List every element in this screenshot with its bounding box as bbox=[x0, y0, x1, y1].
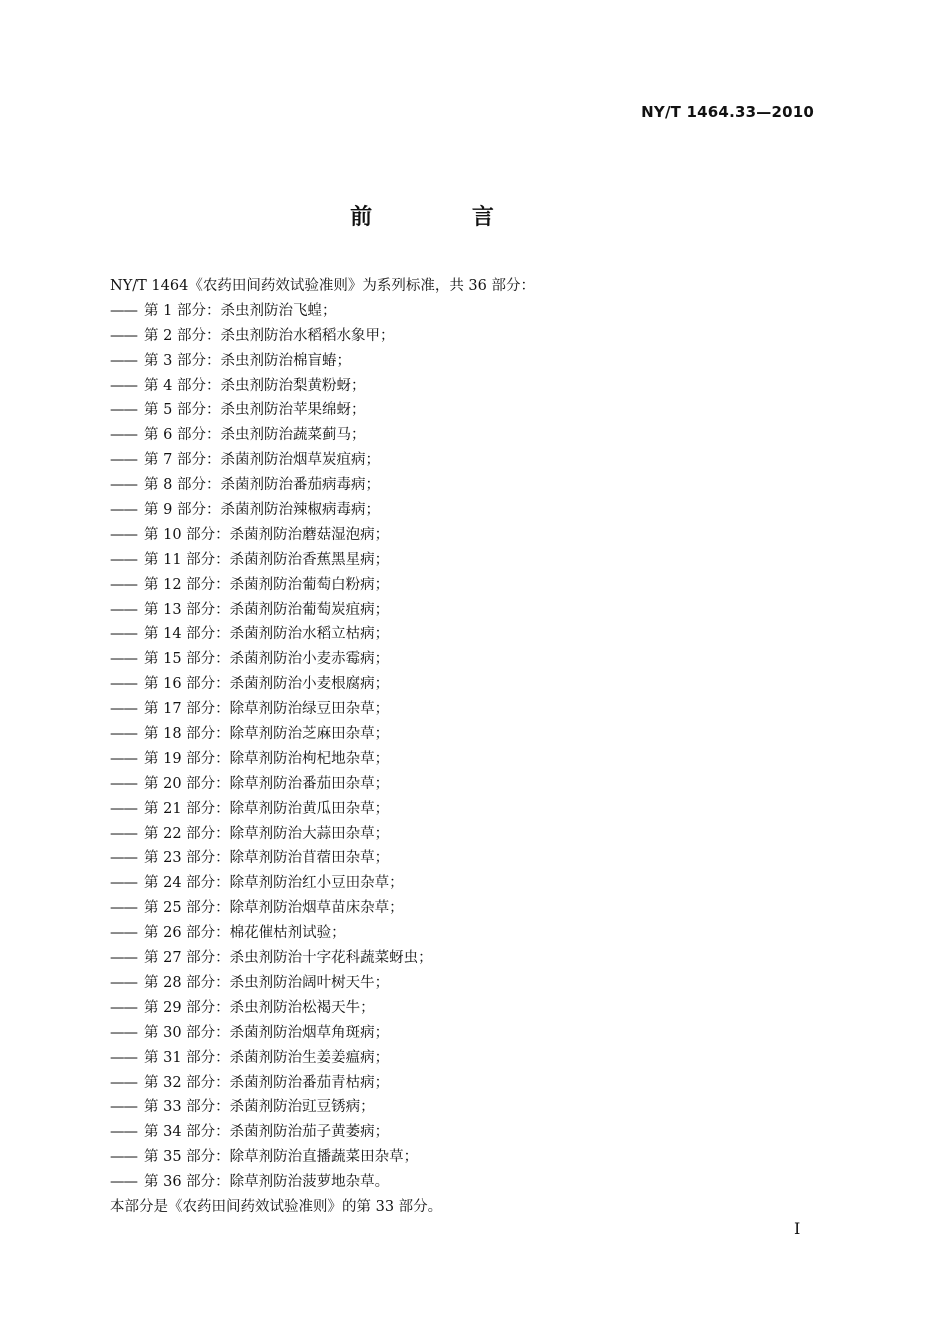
em-dash: —— bbox=[110, 452, 137, 469]
list-item bbox=[110, 622, 830, 647]
part-text: 第 14 部分：杀菌剂防治水稻立枯病； bbox=[144, 626, 390, 643]
part-text: 第 8 部分：杀菌剂防治番茄病毒病； bbox=[144, 477, 380, 494]
part-text: 第 31 部分：杀菌剂防治生姜姜瘟病； bbox=[144, 1049, 390, 1066]
intro-paragraph: NY/T 1464《农药田间药效试验准则》为系列标准，共 36 部分： bbox=[110, 278, 535, 294]
foreword-body bbox=[110, 274, 830, 1220]
list-item bbox=[110, 896, 830, 921]
list-item bbox=[110, 946, 830, 971]
part-text: 第 3 部分：杀虫剂防治棉盲蝽； bbox=[144, 352, 351, 369]
part-text: 第 9 部分：杀菌剂防治辣椒病毒病； bbox=[144, 502, 380, 519]
em-dash: —— bbox=[110, 1099, 137, 1116]
part-text: 第 16 部分：杀菌剂防治小麦根腐病； bbox=[144, 676, 390, 693]
em-dash: —— bbox=[110, 626, 137, 643]
list-item bbox=[110, 349, 830, 374]
part-text: 第 29 部分：杀虫剂防治松褐天牛； bbox=[144, 999, 375, 1016]
em-dash: —— bbox=[110, 875, 137, 892]
list-item bbox=[110, 722, 830, 747]
part-text: 第 7 部分：杀菌剂防治烟草炭疽病； bbox=[144, 452, 380, 469]
list-item bbox=[110, 822, 830, 847]
part-text: 第 1 部分：杀虫剂防治飞蝗； bbox=[144, 302, 337, 319]
part-text: 第 34 部分：杀菌剂防治茄子黄萎病； bbox=[144, 1124, 390, 1141]
list-item bbox=[110, 1170, 830, 1195]
part-text: 第 6 部分：杀虫剂防治蔬菜蓟马； bbox=[144, 427, 366, 444]
part-text: 第 30 部分：杀菌剂防治烟草角斑病； bbox=[144, 1024, 390, 1041]
em-dash: —— bbox=[110, 1049, 137, 1066]
list-item bbox=[110, 423, 830, 448]
part-text: 第 4 部分：杀虫剂防治梨黄粉蚜； bbox=[144, 377, 366, 394]
list-item bbox=[110, 573, 830, 598]
part-text: 第 5 部分：杀虫剂防治苹果绵蚜； bbox=[144, 402, 366, 419]
em-dash: —— bbox=[110, 775, 137, 792]
em-dash: —— bbox=[110, 701, 137, 718]
part-text: 第 11 部分：杀菌剂防治香蕉黑星病； bbox=[144, 551, 390, 568]
list-item bbox=[110, 448, 830, 473]
list-item bbox=[110, 971, 830, 996]
em-dash: —— bbox=[110, 925, 137, 942]
list-item bbox=[110, 598, 830, 623]
em-dash: —— bbox=[110, 825, 137, 842]
list-item bbox=[110, 299, 830, 324]
list-item bbox=[110, 1120, 830, 1145]
em-dash: —— bbox=[110, 1149, 137, 1166]
em-dash: —— bbox=[110, 974, 137, 991]
em-dash: —— bbox=[110, 302, 137, 319]
list-item bbox=[110, 1145, 830, 1170]
list-item bbox=[110, 697, 830, 722]
part-text: 第 2 部分：杀虫剂防治水稻稻水象甲； bbox=[144, 327, 395, 344]
em-dash: —— bbox=[110, 651, 137, 668]
part-text: 第 24 部分：除草剂防治红小豆田杂草； bbox=[144, 875, 404, 892]
parts-list bbox=[110, 299, 830, 1195]
em-dash: —— bbox=[110, 850, 137, 867]
list-item bbox=[110, 523, 830, 548]
em-dash: —— bbox=[110, 1074, 137, 1091]
list-item bbox=[110, 473, 830, 498]
list-item bbox=[110, 647, 830, 672]
em-dash: —— bbox=[110, 750, 137, 767]
part-text: 第 21 部分：除草剂防治黄瓜田杂草； bbox=[144, 800, 390, 817]
part-text: 第 13 部分：杀菌剂防治葡萄炭疽病； bbox=[144, 601, 390, 618]
page-number: I bbox=[794, 1219, 801, 1238]
em-dash: —— bbox=[110, 1124, 137, 1141]
em-dash: —— bbox=[110, 1174, 137, 1191]
em-dash: —— bbox=[110, 676, 137, 693]
em-dash: —— bbox=[110, 999, 137, 1016]
part-text: 第 15 部分：杀菌剂防治小麦赤霉病； bbox=[144, 651, 390, 668]
list-item bbox=[110, 398, 830, 423]
closing-paragraph: 本部分是《农药田间药效试验准则》的第 33 部分。 bbox=[110, 1198, 443, 1215]
em-dash: —— bbox=[110, 327, 137, 344]
part-text: 第 32 部分：杀菌剂防治番茄青枯病； bbox=[144, 1074, 390, 1091]
part-text: 第 27 部分：杀虫剂防治十字花科蔬菜蚜虫； bbox=[144, 950, 433, 967]
em-dash: —— bbox=[110, 502, 137, 519]
em-dash: —— bbox=[110, 477, 137, 494]
em-dash: —— bbox=[110, 402, 137, 419]
part-text: 第 25 部分：除草剂防治烟草苗床杂草； bbox=[144, 900, 404, 917]
part-text: 第 17 部分：除草剂防治绿豆田杂草； bbox=[144, 701, 390, 718]
list-item bbox=[110, 846, 830, 871]
list-item bbox=[110, 871, 830, 896]
part-text: 第 33 部分：杀菌剂防治豇豆锈病； bbox=[144, 1099, 375, 1116]
list-item bbox=[110, 1071, 830, 1096]
em-dash: —— bbox=[110, 427, 137, 444]
list-item bbox=[110, 1095, 830, 1120]
list-item bbox=[110, 324, 830, 349]
part-text: 第 20 部分：除草剂防治番茄田杂草； bbox=[144, 775, 390, 792]
list-item bbox=[110, 797, 830, 822]
list-item bbox=[110, 747, 830, 772]
part-text: 第 18 部分：除草剂防治芝麻田杂草； bbox=[144, 726, 390, 743]
page-title: 前 言 bbox=[350, 205, 540, 230]
em-dash: —— bbox=[110, 601, 137, 618]
part-text: 第 36 部分：除草剂防治菠萝地杂草。 bbox=[144, 1174, 390, 1191]
em-dash: —— bbox=[110, 551, 137, 568]
em-dash: —— bbox=[110, 1024, 137, 1041]
part-text: 第 22 部分：除草剂防治大蒜田杂草； bbox=[144, 825, 390, 842]
list-item bbox=[110, 1021, 830, 1046]
standard-number: NY/T 1464.33—2010 bbox=[641, 103, 814, 121]
part-text: 第 35 部分：除草剂防治直播蔬菜田杂草； bbox=[144, 1149, 419, 1166]
list-item bbox=[110, 548, 830, 573]
list-item bbox=[110, 772, 830, 797]
em-dash: —— bbox=[110, 526, 137, 543]
list-item bbox=[110, 996, 830, 1021]
list-item bbox=[110, 1046, 830, 1071]
list-item bbox=[110, 498, 830, 523]
part-text: 第 12 部分：杀菌剂防治葡萄白粉病； bbox=[144, 576, 390, 593]
list-item bbox=[110, 921, 830, 946]
part-text: 第 26 部分：棉花催枯剂试验； bbox=[144, 925, 346, 942]
part-text: 第 28 部分：杀虫剂防治阔叶树天牛； bbox=[144, 974, 390, 991]
em-dash: —— bbox=[110, 352, 137, 369]
em-dash: —— bbox=[110, 726, 137, 743]
part-text: 第 10 部分：杀菌剂防治蘑菇湿泡病； bbox=[144, 526, 390, 543]
em-dash: —— bbox=[110, 576, 137, 593]
part-text: 第 23 部分：除草剂防治苜蓿田杂草； bbox=[144, 850, 390, 867]
list-item bbox=[110, 374, 830, 399]
part-text: 第 19 部分：除草剂防治枸杞地杂草； bbox=[144, 750, 390, 767]
em-dash: —— bbox=[110, 377, 137, 394]
list-item bbox=[110, 672, 830, 697]
em-dash: —— bbox=[110, 900, 137, 917]
em-dash: —— bbox=[110, 950, 137, 967]
em-dash: —— bbox=[110, 800, 137, 817]
